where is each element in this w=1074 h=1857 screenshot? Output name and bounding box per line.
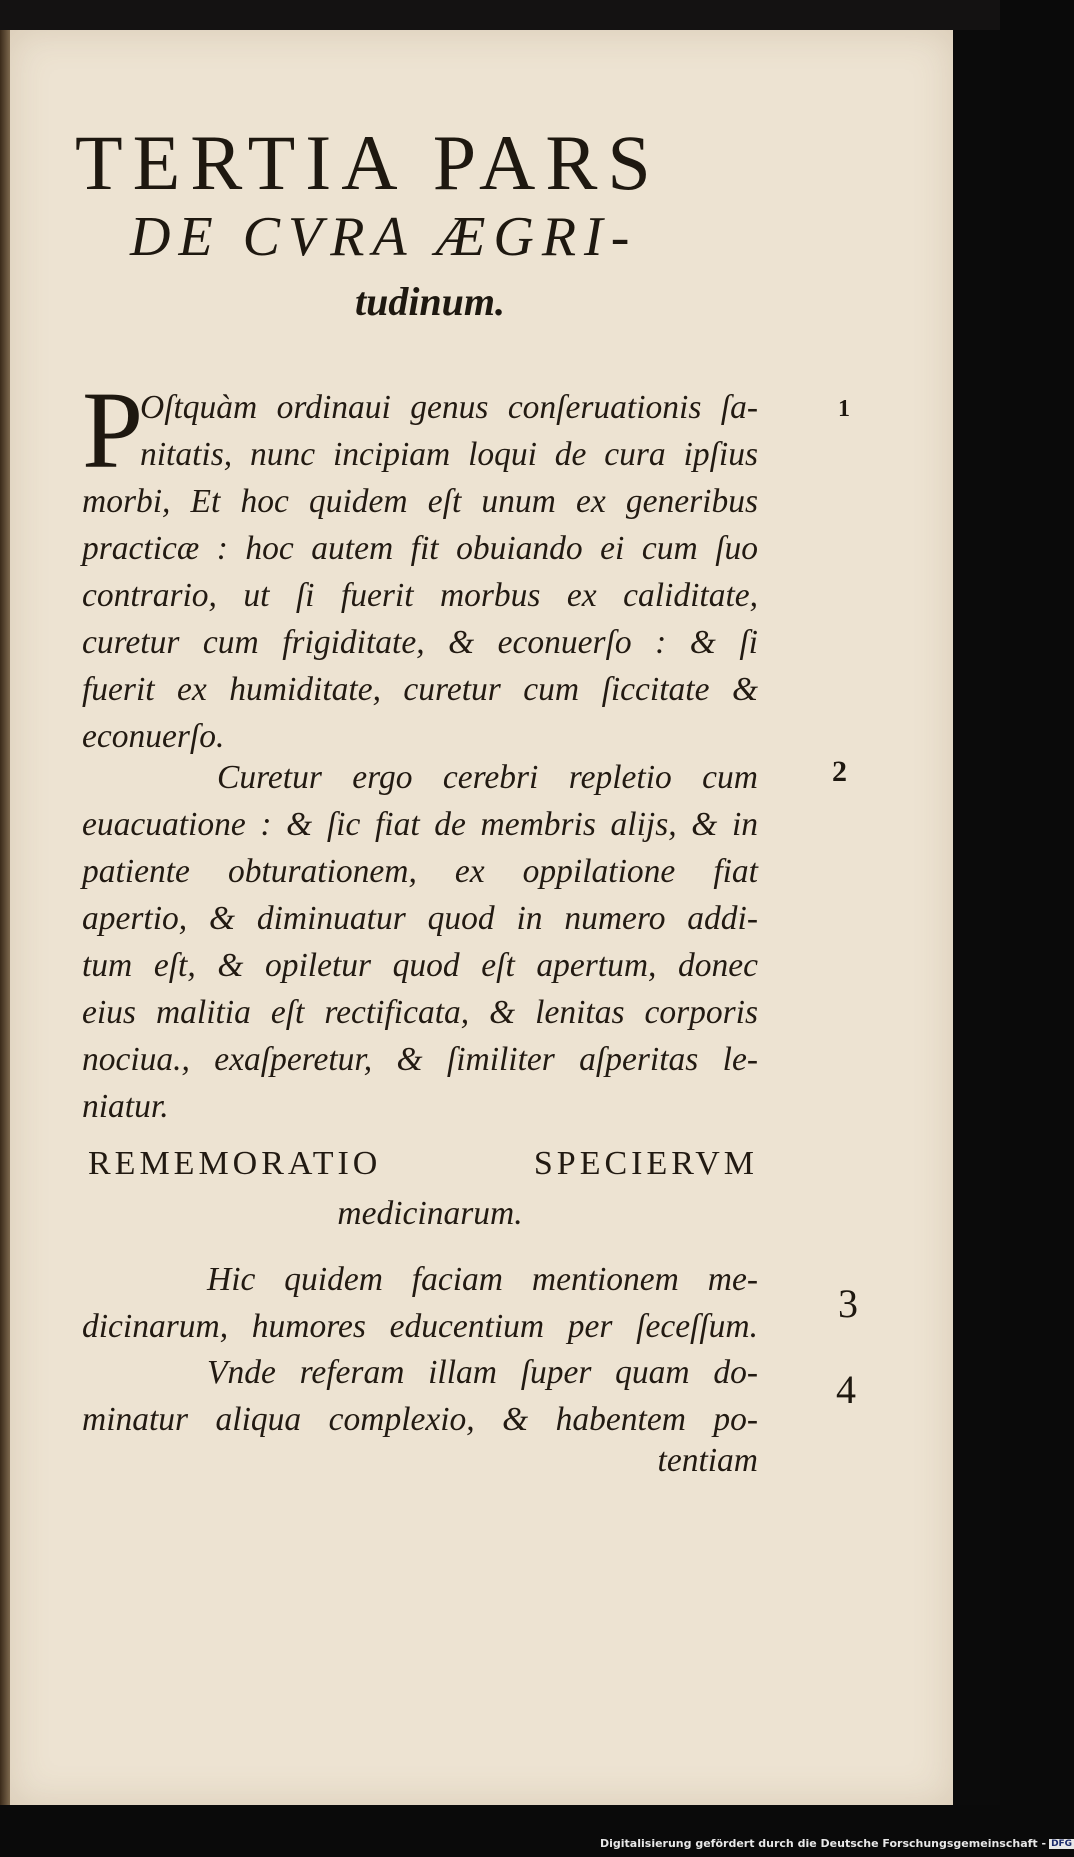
text-line: econuerſo.: [82, 718, 225, 755]
text-line: apertio, & diminuatur quod in numero addi-: [82, 900, 758, 937]
text-line: eius malitia eſt rectificata, & lenitas corporis: [82, 994, 758, 1031]
text-line: niatur.: [82, 1088, 169, 1125]
text-line: euacuatione : & ſic fiat de membris alijs, & in: [82, 806, 758, 843]
text-line: morbi, Et hoc quidem eſt unum ex generibus: [82, 483, 758, 520]
text-line: dicinarum, humores educentium per ſeceſſum.: [82, 1308, 758, 1345]
digitization-credit: [600, 1837, 1073, 1850]
paragraph-1: [82, 384, 758, 760]
text-line: Oſtquàm ordinaui genus conſeruationis ſa-: [140, 389, 758, 426]
margin-number-2: 2: [832, 755, 847, 788]
dfg-logo: DFG: [1051, 1839, 1073, 1849]
text-line: Hic quidem faciam mentionem me-: [207, 1261, 758, 1298]
margin-number-1: 1: [838, 396, 850, 422]
text-line: nociua., exaſperetur, & ſimiliter aſperitas le-: [82, 1041, 758, 1078]
paragraph-3: [82, 1256, 758, 1350]
text-line: nitatis, nunc incipiam loqui de cura ipſius: [140, 436, 758, 473]
paragraph-2: [82, 754, 758, 1130]
text-line: Curetur ergo cerebri repletio cum: [217, 759, 758, 796]
catchword: tentiam: [657, 1442, 758, 1479]
text-line: Vnde referam illam ſuper quam do-: [207, 1354, 758, 1391]
scan-right-border: [953, 30, 1000, 1805]
text-line: fuerit ex humiditate, curetur cum ſiccitate &: [82, 671, 758, 708]
section-heading-continuation: medicinarum.: [337, 1195, 523, 1232]
text-line: minatur aliqua complexio, & habentem po-: [82, 1401, 758, 1438]
digitization-credit-text: Digitalisierung gefördert durch die Deutsche Forschungsgemeinschaft -: [600, 1837, 1047, 1850]
page-subtitle: DE CVRA ÆGRI-: [130, 206, 638, 268]
drop-cap: P: [82, 369, 144, 491]
text-line: patiente obturationem, ex oppilatione fiat: [82, 853, 758, 890]
page-title: TERTIA PARS: [75, 119, 661, 206]
paragraph-4: [82, 1349, 758, 1443]
section-heading: REMEMORATIO SPECIERVM: [88, 1145, 758, 1182]
page-subtitle-continuation: tudinum.: [354, 279, 506, 324]
text-line: practicæ : hoc autem fit obuiando ei cum ſuo: [82, 530, 758, 567]
text-line: tum eſt, & opiletur quod eſt apertum, donec: [82, 947, 758, 984]
margin-number-3: 3: [838, 1281, 858, 1326]
margin-number-4: 4: [836, 1367, 856, 1412]
scan-top-border: [0, 0, 1000, 30]
text-line: contrario, ut ſi fuerit morbus ex caliditate,: [82, 577, 758, 614]
text-line: curetur cum frigiditate, & econuerſo : & ſi: [82, 624, 758, 661]
